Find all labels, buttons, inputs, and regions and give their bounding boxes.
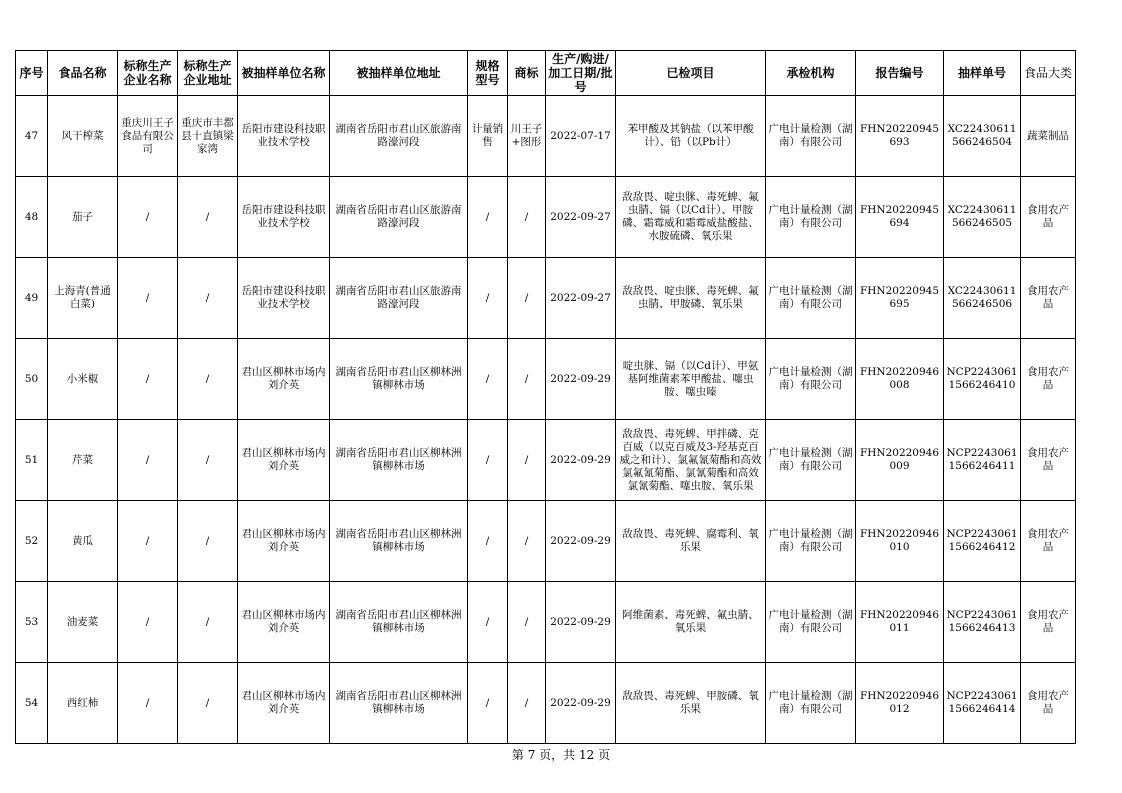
cell-spec: / — [468, 420, 508, 501]
cell-no: 49 — [16, 258, 48, 339]
table-row — [16, 96, 1076, 177]
cell-category: 食用农产品 — [1021, 339, 1076, 420]
cell-sample-no: NCP22430611566246412 — [944, 501, 1021, 582]
cell-sample-no: NCP22430611566246410 — [944, 339, 1021, 420]
cell-sampled-unit-name: 君山区柳林市场内刘介英 — [238, 501, 330, 582]
cell-date: 2022-09-27 — [546, 258, 616, 339]
col-header-spec: 规格型号 — [468, 51, 508, 96]
cell-sampled-unit-address: 湖南省岳阳市君山区柳林洲镇柳林市场 — [330, 501, 468, 582]
col-header-no: 序号 — [16, 51, 48, 96]
cell-manufacturer-address: / — [178, 258, 238, 339]
col-header-sampled-unit-address: 被抽样单位地址 — [330, 51, 468, 96]
col-header-manufacturer-address: 标称生产企业地址 — [178, 51, 238, 96]
cell-tests: 阿维菌素、毒死蜱、氟虫腈、氧乐果 — [616, 582, 766, 663]
cell-no: 53 — [16, 582, 48, 663]
col-header-lab: 承检机构 — [766, 51, 856, 96]
cell-no: 54 — [16, 663, 48, 744]
cell-sample-no: NCP22430611566246413 — [944, 582, 1021, 663]
table-row — [16, 339, 1076, 420]
cell-sample-no: XC22430611566246505 — [944, 177, 1021, 258]
cell-manufacturer-address: 重庆市丰都县十直镇梁家湾 — [178, 96, 238, 177]
cell-sampled-unit-address: 湖南省岳阳市君山区旅游南路濠河段 — [330, 258, 468, 339]
cell-spec: / — [468, 663, 508, 744]
cell-manufacturer-name: / — [118, 663, 178, 744]
cell-sampled-unit-address: 湖南省岳阳市君山区旅游南路濠河段 — [330, 96, 468, 177]
cell-no: 47 — [16, 96, 48, 177]
cell-date: 2022-09-27 — [546, 177, 616, 258]
col-header-sampled-unit-name: 被抽样单位名称 — [238, 51, 330, 96]
cell-food-name: 西红柿 — [48, 663, 118, 744]
inspection-results-table — [15, 50, 1076, 744]
cell-manufacturer-name: / — [118, 501, 178, 582]
cell-sample-no: NCP22430611566246414 — [944, 663, 1021, 744]
cell-tests: 啶虫脒、镉（以Cd计）、甲氨基阿维菌素苯甲酸盐、噻虫胺、噻虫嗪 — [616, 339, 766, 420]
cell-category: 食用农产品 — [1021, 663, 1076, 744]
cell-sampled-unit-address: 湖南省岳阳市君山区柳林洲镇柳林市场 — [330, 339, 468, 420]
cell-brand: / — [508, 258, 546, 339]
cell-lab: 广电计量检测（湖南）有限公司 — [766, 96, 856, 177]
cell-report-no: FHN20220945693 — [856, 96, 944, 177]
cell-manufacturer-name: 重庆川王子食品有限公司 — [118, 96, 178, 177]
cell-sampled-unit-name: 岳阳市建设科技职业技术学校 — [238, 96, 330, 177]
cell-manufacturer-name: / — [118, 339, 178, 420]
cell-manufacturer-address: / — [178, 501, 238, 582]
cell-brand: 川王子+图形 — [508, 96, 546, 177]
cell-sampled-unit-name: 君山区柳林市场内刘介英 — [238, 339, 330, 420]
cell-brand: / — [508, 420, 546, 501]
cell-sampled-unit-address: 湖南省岳阳市君山区柳林洲镇柳林市场 — [330, 420, 468, 501]
cell-sample-no: XC22430611566246506 — [944, 258, 1021, 339]
cell-spec: / — [468, 582, 508, 663]
cell-brand: / — [508, 663, 546, 744]
cell-lab: 广电计量检测（湖南）有限公司 — [766, 339, 856, 420]
cell-report-no: FHN20220945694 — [856, 177, 944, 258]
cell-food-name: 风干榨菜 — [48, 96, 118, 177]
cell-sampled-unit-name: 君山区柳林市场内刘介英 — [238, 420, 330, 501]
cell-report-no: FHN20220946012 — [856, 663, 944, 744]
cell-sample-no: XC22430611566246504 — [944, 96, 1021, 177]
col-header-tests: 已检项目 — [616, 51, 766, 96]
cell-category: 蔬菜制品 — [1021, 96, 1076, 177]
cell-lab: 广电计量检测（湖南）有限公司 — [766, 582, 856, 663]
table-row — [16, 177, 1076, 258]
cell-spec: / — [468, 177, 508, 258]
cell-sampled-unit-address: 湖南省岳阳市君山区旅游南路濠河段 — [330, 177, 468, 258]
table-row — [16, 582, 1076, 663]
cell-category: 食用农产品 — [1021, 501, 1076, 582]
table-row — [16, 501, 1076, 582]
cell-sampled-unit-address: 湖南省岳阳市君山区柳林洲镇柳林市场 — [330, 663, 468, 744]
cell-sampled-unit-name: 岳阳市建设科技职业技术学校 — [238, 258, 330, 339]
cell-no: 51 — [16, 420, 48, 501]
cell-category: 食用农产品 — [1021, 177, 1076, 258]
cell-manufacturer-address: / — [178, 663, 238, 744]
cell-sample-no: NCP22430611566246411 — [944, 420, 1021, 501]
cell-date: 2022-09-29 — [546, 663, 616, 744]
cell-food-name: 上海青(普通白菜) — [48, 258, 118, 339]
col-header-manufacturer-name: 标称生产企业名称 — [118, 51, 178, 96]
cell-manufacturer-address: / — [178, 339, 238, 420]
cell-tests: 敌敌畏、毒死蜱、甲胺磷、氧乐果 — [616, 663, 766, 744]
cell-report-no: FHN20220946010 — [856, 501, 944, 582]
cell-lab: 广电计量检测（湖南）有限公司 — [766, 177, 856, 258]
cell-tests: 苯甲酸及其钠盐（以苯甲酸计）、铅（以Pb计） — [616, 96, 766, 177]
cell-brand: / — [508, 177, 546, 258]
col-header-food-name: 食品名称 — [48, 51, 118, 96]
cell-manufacturer-name: / — [118, 177, 178, 258]
cell-manufacturer-name: / — [118, 258, 178, 339]
cell-spec: / — [468, 501, 508, 582]
cell-manufacturer-address: / — [178, 177, 238, 258]
col-header-sample-no: 抽样单号 — [944, 51, 1021, 96]
cell-lab: 广电计量检测（湖南）有限公司 — [766, 663, 856, 744]
cell-spec: 计量销售 — [468, 96, 508, 177]
cell-tests: 敌敌畏、毒死蜱、腐霉利、氧乐果 — [616, 501, 766, 582]
cell-date: 2022-09-29 — [546, 501, 616, 582]
cell-category: 食用农产品 — [1021, 258, 1076, 339]
cell-food-name: 油麦菜 — [48, 582, 118, 663]
cell-brand: / — [508, 582, 546, 663]
col-header-report-no: 报告编号 — [856, 51, 944, 96]
col-header-date: 生产/购进/加工日期/批号 — [546, 51, 616, 96]
cell-sampled-unit-name: 岳阳市建设科技职业技术学校 — [238, 177, 330, 258]
cell-sampled-unit-name: 君山区柳林市场内刘介英 — [238, 582, 330, 663]
cell-lab: 广电计量检测（湖南）有限公司 — [766, 258, 856, 339]
cell-date: 2022-07-17 — [546, 96, 616, 177]
cell-category: 食用农产品 — [1021, 582, 1076, 663]
cell-no: 52 — [16, 501, 48, 582]
cell-report-no: FHN20220945695 — [856, 258, 944, 339]
cell-food-name: 茄子 — [48, 177, 118, 258]
cell-date: 2022-09-29 — [546, 582, 616, 663]
cell-brand: / — [508, 501, 546, 582]
cell-lab: 广电计量检测（湖南）有限公司 — [766, 420, 856, 501]
col-header-category: 食品大类 — [1021, 51, 1076, 96]
cell-report-no: FHN20220946008 — [856, 339, 944, 420]
page-number: 第 7 页，共 12 页 — [511, 748, 611, 762]
cell-manufacturer-name: / — [118, 420, 178, 501]
cell-lab: 广电计量检测（湖南）有限公司 — [766, 501, 856, 582]
cell-tests: 敌敌畏、毒死蜱、甲拌磷、克百威（以克百威及3-羟基克百威之和计）、氯氟氰菊酯和高效氯氟氰菊酯、氯氰菊酯和高效氯氰菊酯、噻虫胺、氧乐果 — [616, 420, 766, 501]
col-header-brand: 商标 — [508, 51, 546, 96]
cell-spec: / — [468, 258, 508, 339]
cell-manufacturer-name: / — [118, 582, 178, 663]
cell-tests: 敌敌畏、啶虫脒、毒死蜱、氟虫腈、镉（以Cd计）、甲胺磷、霜霉威和霜霉威盐酸盐、水胺硫磷、氧乐果 — [616, 177, 766, 258]
cell-date: 2022-09-29 — [546, 420, 616, 501]
table-row — [16, 420, 1076, 501]
cell-manufacturer-address: / — [178, 420, 238, 501]
cell-food-name: 芹菜 — [48, 420, 118, 501]
cell-report-no: FHN20220946011 — [856, 582, 944, 663]
table-row — [16, 258, 1076, 339]
cell-food-name: 黄瓜 — [48, 501, 118, 582]
cell-report-no: FHN20220946009 — [856, 420, 944, 501]
cell-tests: 敌敌畏、啶虫脒、毒死蜱、氟虫腈、甲胺磷、氧乐果 — [616, 258, 766, 339]
cell-no: 48 — [16, 177, 48, 258]
cell-category: 食用农产品 — [1021, 420, 1076, 501]
cell-date: 2022-09-29 — [546, 339, 616, 420]
header-row — [16, 51, 1076, 96]
cell-sampled-unit-address: 湖南省岳阳市君山区柳林洲镇柳林市场 — [330, 582, 468, 663]
cell-no: 50 — [16, 339, 48, 420]
cell-brand: / — [508, 339, 546, 420]
cell-food-name: 小米椒 — [48, 339, 118, 420]
cell-sampled-unit-name: 君山区柳林市场内刘介英 — [238, 663, 330, 744]
table-row — [16, 663, 1076, 744]
cell-manufacturer-address: / — [178, 582, 238, 663]
cell-spec: / — [468, 339, 508, 420]
